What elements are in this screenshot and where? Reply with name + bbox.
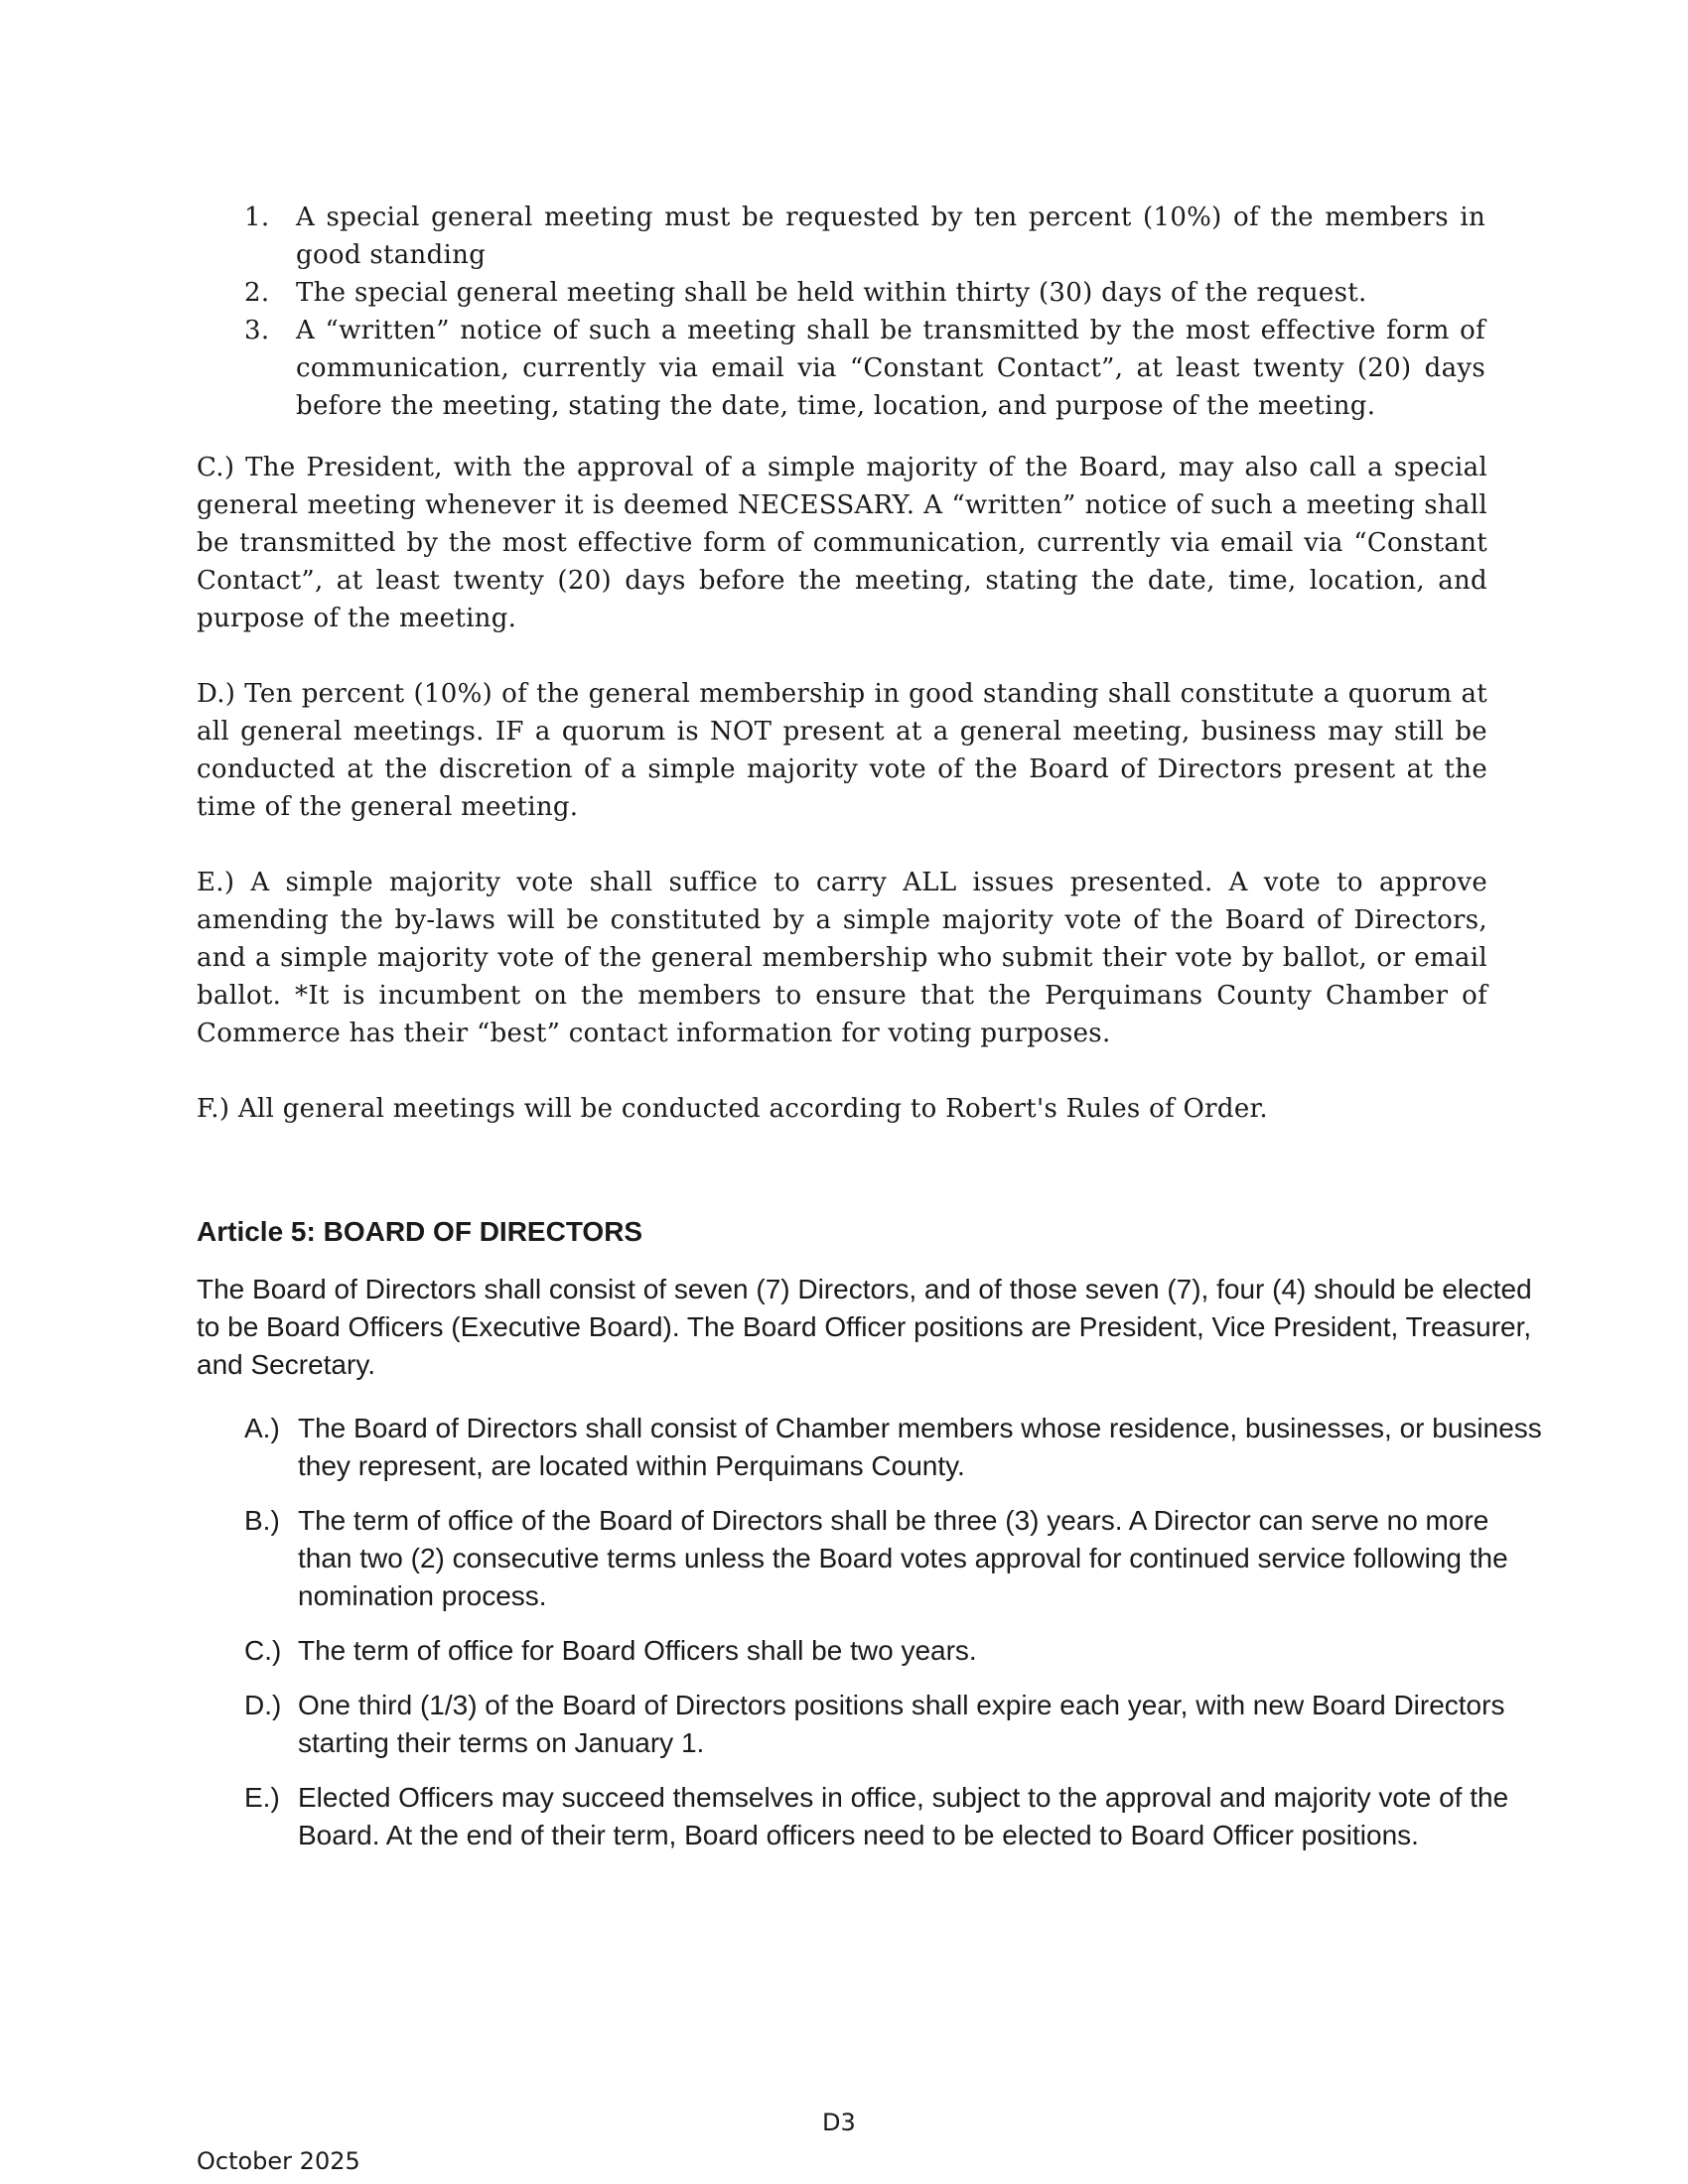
list-item [244, 1687, 1545, 1762]
footer-date: October 2025 [197, 2147, 360, 2175]
list-item-text: A special general meeting must be requested by ten percent (10%) of the members in good standing [296, 203, 1485, 270]
list-label: C.) [244, 1635, 282, 1666]
list-number: 1. [244, 203, 270, 232]
list-item [244, 312, 1485, 425]
numbered-list [244, 199, 1485, 425]
list-item [244, 1502, 1545, 1615]
list-item [244, 274, 1485, 312]
paragraph-c: C.) The President, with the approval of a simple majority of the Board, may also call a special general meeting whenever it is deemed NECESSARY. A “written” notice of such a meeting shall be transmitted by the most effective form of communication, currently via email via “Constant Contact”, at least twenty (20) days before the meeting, stating the date, time, location, and purpose of the meeting. [197, 453, 1487, 633]
list-label: A.) [244, 1413, 280, 1443]
list-label: D.) [244, 1690, 282, 1720]
list-label: B.) [244, 1505, 280, 1536]
list-item-text: The Board of Directors shall consist of Chamber members whose residence, businesses, or business they represent, are located within Perquimans County. [298, 1413, 1542, 1481]
list-number: 3. [244, 316, 270, 345]
page-number: D3 [822, 2109, 856, 2136]
list-item-text: A “written” notice of such a meeting shall be transmitted by the most effective form of communication, currently via email via “Constant Contact”, at least twenty (20) days before the meeting, stating the date, time, location, and purpose of the meeting. [296, 316, 1485, 421]
list-item [244, 1779, 1545, 1854]
article-heading: Article 5: BOARD OF DIRECTORS [197, 1216, 643, 1247]
list-label: E.) [244, 1782, 280, 1813]
list-number: 2. [244, 278, 270, 308]
list-item-text: Elected Officers may succeed themselves in office, subject to the approval and majority vote of the Board. At the end of their term, Board officers need to be elected to Board Officer positions. [298, 1782, 1509, 1850]
paragraph-d: D.) Ten percent (10%) of the general membership in good standing shall constitute a quorum at all general meetings. IF a quorum is NOT present at a general meeting, business may still be conducted at the discretion of a simple majority vote of the Board of Directors present at the time of the general meeting. [197, 679, 1487, 822]
list-item [244, 199, 1485, 274]
paragraph-f: F.) All general meetings will be conducted according to Robert's Rules of Order. [197, 1094, 1268, 1124]
list-item [244, 1410, 1545, 1485]
lettered-list [244, 1410, 1545, 1871]
list-item-text: The special general meeting shall be held within thirty (30) days of the request. [296, 278, 1367, 308]
list-item [244, 1632, 1545, 1670]
list-item-text: One third (1/3) of the Board of Directors positions shall expire each year, with new Board Directors starting their terms on January 1. [298, 1690, 1505, 1758]
article-intro: The Board of Directors shall consist of seven (7) Directors, and of those seven (7), four (4) should be elected to be Board Officers (Executive Board). The Board Officer positions are President, Vice President, Treasurer, and Secretary. [197, 1274, 1532, 1380]
paragraph-e: E.) A simple majority vote shall suffice to carry ALL issues presented. A vote to approve amending the by-laws will be constituted by a simple majority vote of the Board of Directors, and a simple majority vote of the general membership who submit their vote by ballot, or email ballot. *It is incumbent on the members to ensure that the Perquimans County Chamber of Commerce has their “best” contact information for voting purposes. [197, 868, 1487, 1048]
list-item-text: The term of office for Board Officers shall be two years. [298, 1635, 977, 1666]
list-item-text: The term of office of the Board of Directors shall be three (3) years. A Director can serve no more than two (2) consecutive terms unless the Board votes approval for continued service following the nomination process. [298, 1505, 1508, 1611]
